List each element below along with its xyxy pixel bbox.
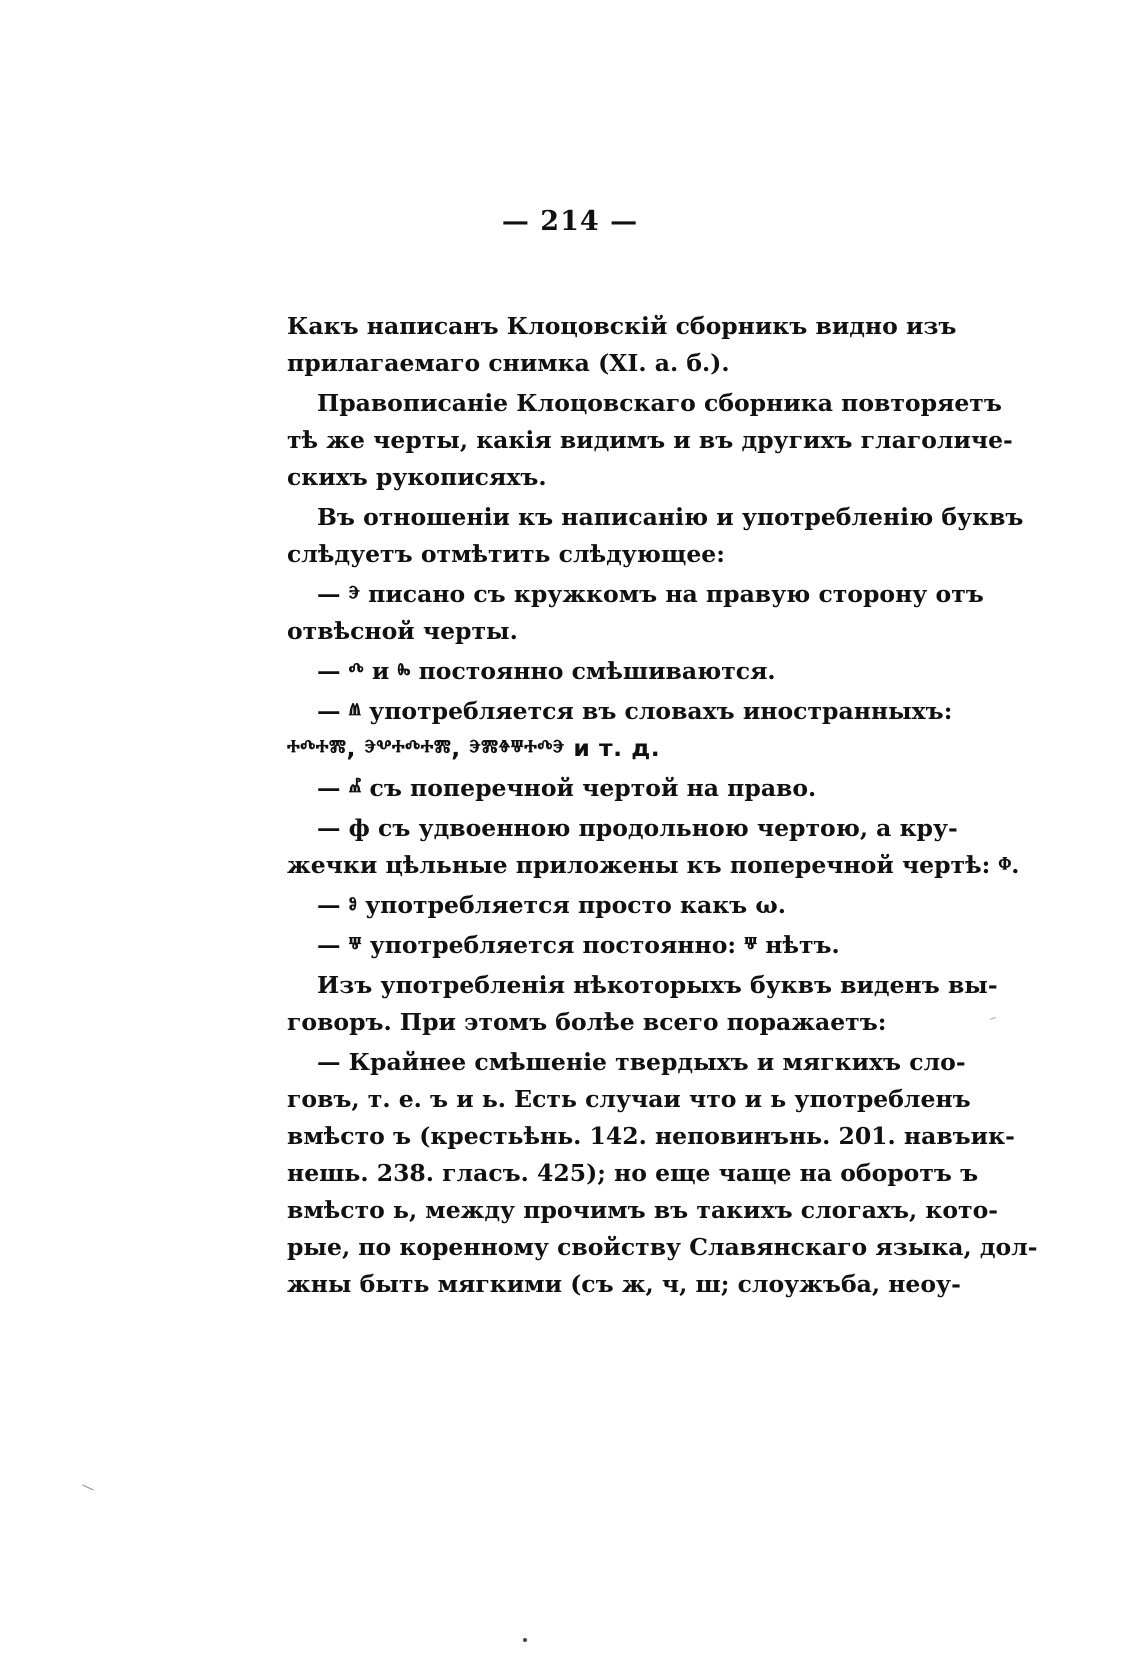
text-line: говъ, т. е. ъ и ь. Есть случаи что и ь употребленъ <box>287 1085 971 1113</box>
text-line: Въ отношеніи къ написанію и употребленію буквъ <box>317 503 1024 531</box>
text-line: рые, по коренному свойству Славянскаго языка, дол- <box>287 1233 1038 1261</box>
text-line: вмѣсто ь, между прочимъ въ такихъ слогахъ, кото- <box>287 1196 999 1224</box>
text-line: — ⰴ и ⰸ постоянно смѣшиваются. <box>317 657 776 685</box>
dust-speck <box>990 1017 996 1020</box>
text-line: жечки цѣльные приложены къ поперечной чертѣ: ⱇ. <box>287 851 1020 879</box>
text-line: — ⱁ употребляется просто какъ ω. <box>317 891 786 919</box>
text-line: слѣдуетъ отмѣтить слѣдующее: <box>287 540 725 568</box>
text-line: Правописаніе Клоцовскаго сборника повторяетъ <box>317 389 1002 417</box>
text-line: вмѣсто ъ (крестьѣнь. 142. неповинънь. 201. навъик- <box>287 1122 1015 1150</box>
page-number: — 214 — <box>501 206 639 237</box>
text-line: Изъ употребленія нѣкоторыхъ буквъ виденъ вы- <box>317 971 998 999</box>
text-line: жны быть мягкими (съ ж, ч, ш; слоужъба, неоу- <box>287 1270 961 1298</box>
text-line: прилагаемаго снимка (XI. а. б.). <box>287 349 730 377</box>
text-line: нешь. 238. гласъ. 425); но еще чаще на оборотъ ъ <box>287 1159 979 1187</box>
dust-speck <box>523 1638 527 1642</box>
body-text <box>287 308 1038 1303</box>
text-line: — ⱋ употребляется постоянно: ⱋ нѣтъ. <box>317 931 840 959</box>
text-line: — ⰼ съ поперечной чертой на право. <box>317 774 817 802</box>
text-line: отвѣсной черты. <box>287 617 518 645</box>
text-line: говоръ. При этомъ болѣе всего поражаетъ: <box>287 1008 887 1036</box>
text-line: — ⰵ писано съ кружкомъ на правую сторону отъ <box>317 580 984 608</box>
text-line: скихъ рукописяхъ. <box>287 463 547 491</box>
text-line: — Крайнее смѣшеніе твердыхъ и мягкихъ сло- <box>317 1048 966 1076</box>
text-line: тѣ же черты, какія видимъ и въ другихъ глаголиче- <box>287 426 1013 454</box>
text-line: ⰰⰴⰰⰿ, ⰵⰲⰰⰴⰰⰿ, ⰵⰿⱖⱋⰰⰴⰵ и т. д. <box>287 734 661 762</box>
text-line: Какъ написанъ Клоцовскій сборникъ видно изъ <box>287 312 957 340</box>
dust-speck <box>82 1485 93 1491</box>
text-line: — ⱞ употребляется въ словахъ иностранныхъ: <box>317 697 953 725</box>
text-line: — ф съ удвоенною продольною чертою, а кру- <box>317 814 958 842</box>
